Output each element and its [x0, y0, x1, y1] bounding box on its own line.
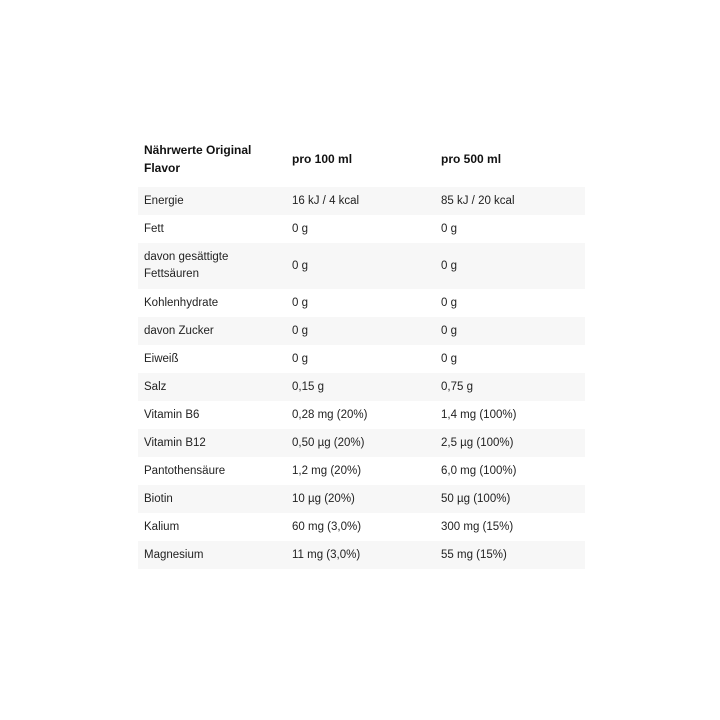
table-row	[138, 187, 585, 215]
nutrition-table	[138, 132, 585, 569]
value-per-100ml: 0,28 mg (20%)	[286, 401, 435, 429]
value-per-500ml: 300 mg (15%)	[435, 513, 585, 541]
nutrient-name: Fett	[138, 215, 286, 243]
nutrient-name: Eiweiß	[138, 345, 286, 373]
nutrient-name: Magnesium	[138, 541, 286, 569]
table-row	[138, 373, 585, 401]
table-header-row	[138, 132, 585, 187]
value-per-100ml: 0,50 µg (20%)	[286, 429, 435, 457]
value-per-500ml: 55 mg (15%)	[435, 541, 585, 569]
table-row	[138, 345, 585, 373]
value-per-500ml: 0 g	[435, 345, 585, 373]
value-per-500ml: 0,75 g	[435, 373, 585, 401]
nutrient-name: davon Zucker	[138, 317, 286, 345]
nutrient-name: Kohlenhydrate	[138, 289, 286, 317]
table-row	[138, 289, 585, 317]
nutrient-name: Biotin	[138, 485, 286, 513]
table-row	[138, 215, 585, 243]
value-per-100ml: 16 kJ / 4 kcal	[286, 187, 435, 215]
value-per-100ml: 0 g	[286, 215, 435, 243]
value-per-500ml: 0 g	[435, 215, 585, 243]
nutrient-name: Pantothensäure	[138, 457, 286, 485]
value-per-100ml: 0 g	[286, 289, 435, 317]
value-per-500ml: 2,5 µg (100%)	[435, 429, 585, 457]
value-per-100ml: 0,15 g	[286, 373, 435, 401]
value-per-500ml: 6,0 mg (100%)	[435, 457, 585, 485]
table-row	[138, 401, 585, 429]
value-per-100ml: 11 mg (3,0%)	[286, 541, 435, 569]
value-per-500ml: 0 g	[435, 317, 585, 345]
value-per-500ml: 50 µg (100%)	[435, 485, 585, 513]
value-per-100ml: 0 g	[286, 345, 435, 373]
table-row	[138, 457, 585, 485]
value-per-100ml: 1,2 mg (20%)	[286, 457, 435, 485]
table-row	[138, 541, 585, 569]
nutrient-name: Vitamin B12	[138, 429, 286, 457]
header-per-100ml: pro 100 ml	[286, 132, 435, 187]
value-per-500ml: 1,4 mg (100%)	[435, 401, 585, 429]
nutrient-name: Vitamin B6	[138, 401, 286, 429]
nutrient-name: Energie	[138, 187, 286, 215]
table-row	[138, 243, 585, 289]
table-row	[138, 485, 585, 513]
value-per-100ml: 0 g	[286, 243, 435, 289]
value-per-100ml: 60 mg (3,0%)	[286, 513, 435, 541]
value-per-500ml: 0 g	[435, 243, 585, 289]
nutrient-name: davon gesättigte Fettsäuren	[138, 243, 286, 289]
table-row	[138, 429, 585, 457]
value-per-100ml: 0 g	[286, 317, 435, 345]
value-per-500ml: 0 g	[435, 289, 585, 317]
header-per-500ml: pro 500 ml	[435, 132, 585, 187]
value-per-100ml: 10 µg (20%)	[286, 485, 435, 513]
header-nutrient: Nährwerte Original Flavor	[138, 132, 286, 187]
nutrient-name: Kalium	[138, 513, 286, 541]
table-row	[138, 513, 585, 541]
nutrient-name: Salz	[138, 373, 286, 401]
table-row	[138, 317, 585, 345]
value-per-500ml: 85 kJ / 20 kcal	[435, 187, 585, 215]
